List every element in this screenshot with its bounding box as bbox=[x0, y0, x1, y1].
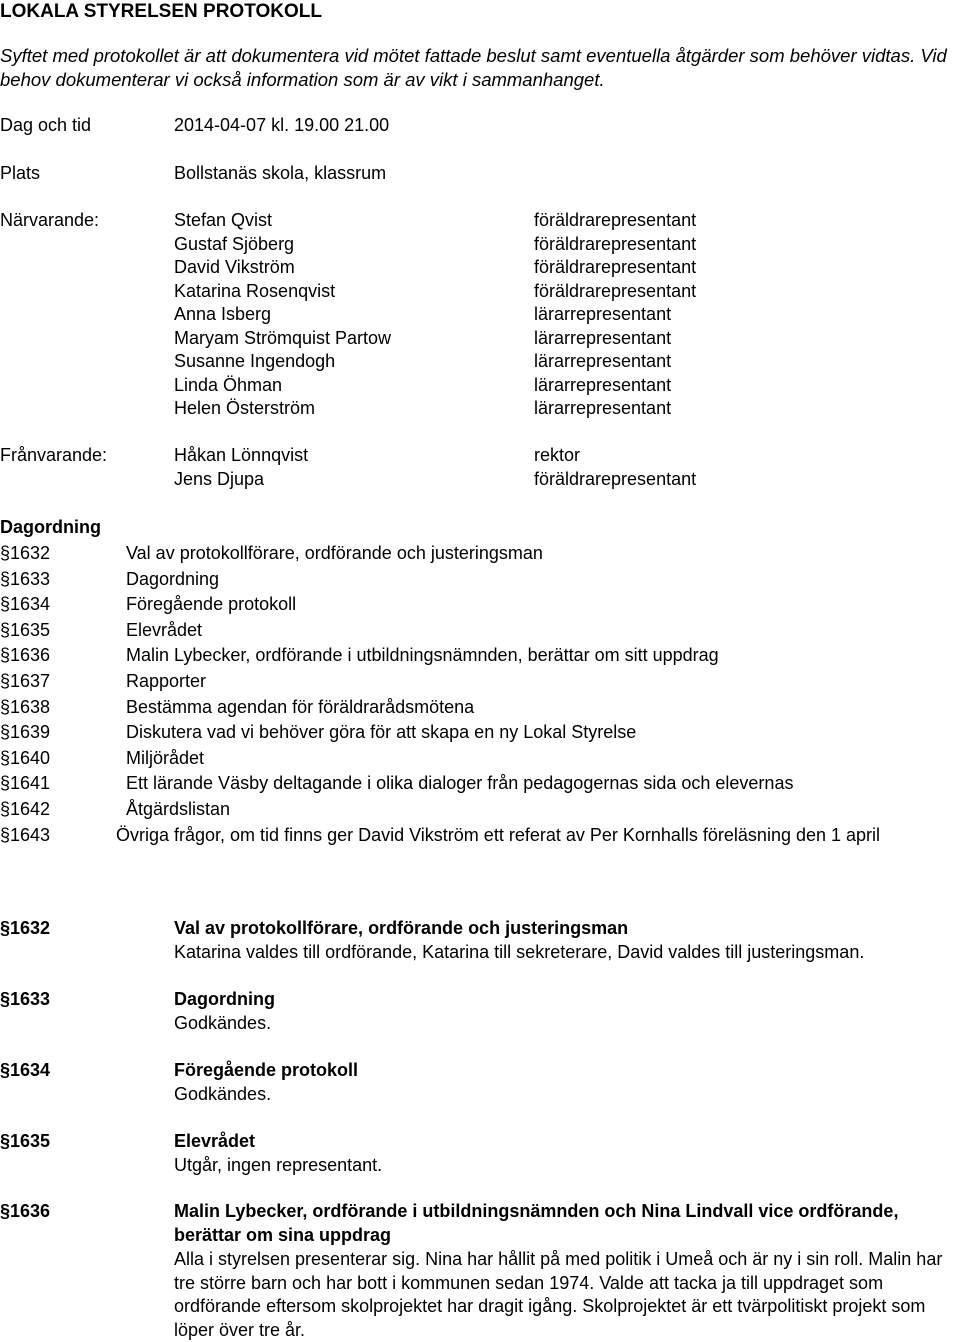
person-name: Stefan Qvist bbox=[174, 210, 273, 230]
agenda-text: Dagordning bbox=[126, 568, 220, 589]
section-symbol: § bbox=[0, 989, 11, 1009]
person-role: lärarrepresentant bbox=[534, 327, 672, 348]
section-symbol: § bbox=[0, 1201, 11, 1221]
agenda-item bbox=[0, 593, 955, 619]
agenda-text: Rapporter bbox=[126, 670, 207, 691]
person-name: Anna Isberg bbox=[174, 304, 272, 324]
person-name: Maryam Strömquist Partow bbox=[174, 327, 392, 348]
person-role: rektor bbox=[534, 445, 581, 465]
person-role: lärarrepresentant bbox=[534, 304, 672, 324]
agenda-text: Övriga frågor, om tid finns ger David Vikström ett referat av Per Kornhalls föreläsning den 1 april bbox=[116, 824, 881, 845]
person-role: föräldrarepresentant bbox=[534, 233, 697, 254]
person-name: Helen Österström bbox=[174, 398, 316, 418]
absent-list bbox=[174, 444, 874, 491]
section-symbol: § bbox=[0, 722, 11, 743]
section-symbol: § bbox=[0, 619, 11, 640]
present-row bbox=[174, 350, 874, 374]
place-value: Bollstanäs skola, klassrum bbox=[174, 163, 387, 183]
section-symbol: § bbox=[0, 1131, 11, 1151]
present-row bbox=[174, 280, 874, 304]
agenda-text: Åtgärdslistan bbox=[126, 798, 231, 819]
present-row bbox=[174, 374, 874, 398]
section-symbol: § bbox=[0, 918, 11, 938]
present-row bbox=[174, 303, 874, 327]
person-name: Jens Djupa bbox=[174, 468, 265, 489]
agenda-number: 1632 bbox=[10, 543, 51, 563]
agenda-number: 1635 bbox=[10, 619, 51, 640]
section-symbol: § bbox=[0, 798, 11, 819]
minutes-body: Alla i styrelsen presenterar sig. Nina har hållit på med politik i Umeå och är ny i sin roll. Malin har tre större barn och har bott i kommunen sedan 1974. Valde att tacka ja till uppdraget som ordförande eftersom skolprojektet har dragit igång. Skolprojektet är ett tvärpolitiskt projekt som löper över tre år. bbox=[174, 1249, 943, 1340]
section-symbol: § bbox=[0, 1060, 11, 1080]
minutes-number: 1634 bbox=[10, 1060, 51, 1080]
person-role: föräldrarepresentant bbox=[534, 280, 697, 301]
present-row bbox=[174, 397, 874, 421]
agenda-text: Malin Lybecker, ordförande i utbildningsnämnden, berättar om sitt uppdrag bbox=[126, 645, 719, 666]
minutes-number: 1635 bbox=[10, 1131, 51, 1151]
person-role: föräldrarepresentant bbox=[534, 210, 697, 230]
agenda-number: 1634 bbox=[10, 594, 51, 615]
agenda-item bbox=[0, 772, 955, 798]
absent-row bbox=[174, 444, 874, 468]
date-label: Dag och tid bbox=[0, 115, 92, 135]
person-name: Susanne Ingendogh bbox=[174, 351, 336, 371]
section-symbol: § bbox=[0, 568, 11, 589]
person-role: lärarrepresentant bbox=[534, 398, 672, 418]
agenda-number: 1633 bbox=[10, 568, 51, 589]
minutes-heading: Val av protokollförare, ordförande och justeringsman bbox=[174, 918, 629, 938]
present-row bbox=[174, 256, 874, 280]
agenda-text: Föregående protokoll bbox=[126, 594, 297, 615]
agenda-item bbox=[0, 542, 955, 568]
agenda-item bbox=[0, 670, 955, 696]
absent-label: Frånvarande: bbox=[0, 445, 108, 465]
person-name: David Vikström bbox=[174, 257, 295, 277]
person-name: Linda Öhman bbox=[174, 374, 283, 395]
minutes-body: Katarina valdes till ordförande, Katarina till sekreterare, David valdes till justeringsman. bbox=[174, 942, 865, 962]
date-value: 2014-04-07 kl. 19.00 21.00 bbox=[174, 115, 390, 135]
section-symbol: § bbox=[0, 824, 11, 845]
minutes-heading: Dagordning bbox=[174, 989, 275, 1009]
agenda-item bbox=[0, 824, 955, 874]
person-name: Håkan Lönnqvist bbox=[174, 445, 309, 465]
section-symbol: § bbox=[0, 645, 11, 666]
section-symbol: § bbox=[0, 747, 11, 768]
person-role: föräldrarepresentant bbox=[534, 257, 697, 277]
section-symbol: § bbox=[0, 773, 11, 794]
agenda-number: 1640 bbox=[10, 747, 51, 768]
present-list bbox=[174, 209, 874, 421]
minutes-body: Godkändes. bbox=[174, 1084, 272, 1104]
agenda-number: 1639 bbox=[10, 722, 51, 743]
minutes-heading: Malin Lybecker, ordförande i utbildningsnämnden och Nina Lindvall vice ordförande, berättar om sina uppdrag bbox=[174, 1201, 899, 1245]
person-role: lärarrepresentant bbox=[534, 351, 672, 371]
agenda-text: Bestämma agendan för föräldrarådsmötena bbox=[126, 696, 475, 717]
present-row bbox=[174, 209, 874, 233]
agenda-number: 1641 bbox=[10, 773, 51, 794]
minutes-body: Utgår, ingen representant. bbox=[174, 1155, 383, 1175]
minutes-body: Godkändes. bbox=[174, 1013, 272, 1033]
section-symbol: § bbox=[0, 670, 11, 691]
section-symbol: § bbox=[0, 594, 11, 615]
agenda-text: Ett lärande Väsby deltagande i olika dialoger från pedagogernas sida och elevernas bbox=[126, 773, 794, 794]
agenda-item bbox=[0, 721, 955, 747]
section-symbol: § bbox=[0, 543, 11, 563]
person-role: lärarrepresentant bbox=[534, 374, 672, 395]
agenda-item bbox=[0, 568, 955, 594]
agenda-heading: Dagordning bbox=[0, 517, 101, 537]
minutes-number: 1636 bbox=[10, 1201, 51, 1221]
agenda-number: 1638 bbox=[10, 696, 51, 717]
agenda-text: Miljörådet bbox=[126, 747, 205, 768]
agenda-item bbox=[0, 696, 955, 722]
agenda-item bbox=[0, 619, 955, 645]
agenda-number: 1637 bbox=[10, 670, 51, 691]
person-name: Gustaf Sjöberg bbox=[174, 233, 295, 254]
agenda-item bbox=[0, 644, 955, 670]
minutes-number: 1633 bbox=[10, 989, 51, 1009]
agenda-text: Elevrådet bbox=[126, 619, 203, 640]
present-label: Närvarande: bbox=[0, 210, 100, 230]
absent-row bbox=[174, 468, 874, 492]
agenda-list bbox=[0, 542, 955, 874]
place-label: Plats bbox=[0, 163, 41, 183]
agenda-item bbox=[0, 798, 955, 824]
minutes-heading: Föregående protokoll bbox=[174, 1060, 359, 1080]
person-name: Katarina Rosenqvist bbox=[174, 280, 336, 301]
present-row bbox=[174, 327, 874, 351]
agenda-text: Diskutera vad vi behöver göra för att skapa en ny Lokal Styrelse bbox=[126, 722, 637, 743]
intro-text: Syftet med protokollet är att dokumentera vid mötet fattade beslut samt eventuella åtgärder som behöver vidtas. Vid behov dokumenterar vi också information som är av vikt i sammanhanget. bbox=[0, 45, 947, 90]
minutes-number: 1632 bbox=[10, 918, 51, 938]
agenda-text: Val av protokollförare, ordförande och justeringsman bbox=[126, 543, 543, 563]
agenda-number: 1643 bbox=[10, 824, 51, 845]
page-title: LOKALA STYRELSEN PROTOKOLL bbox=[0, 1, 322, 22]
person-role: föräldrarepresentant bbox=[534, 468, 697, 489]
agenda-number: 1642 bbox=[10, 798, 51, 819]
minutes-heading: Elevrådet bbox=[174, 1131, 256, 1151]
present-row bbox=[174, 233, 874, 257]
agenda-number: 1636 bbox=[10, 645, 51, 666]
agenda-item bbox=[0, 747, 955, 773]
section-symbol: § bbox=[0, 696, 11, 717]
